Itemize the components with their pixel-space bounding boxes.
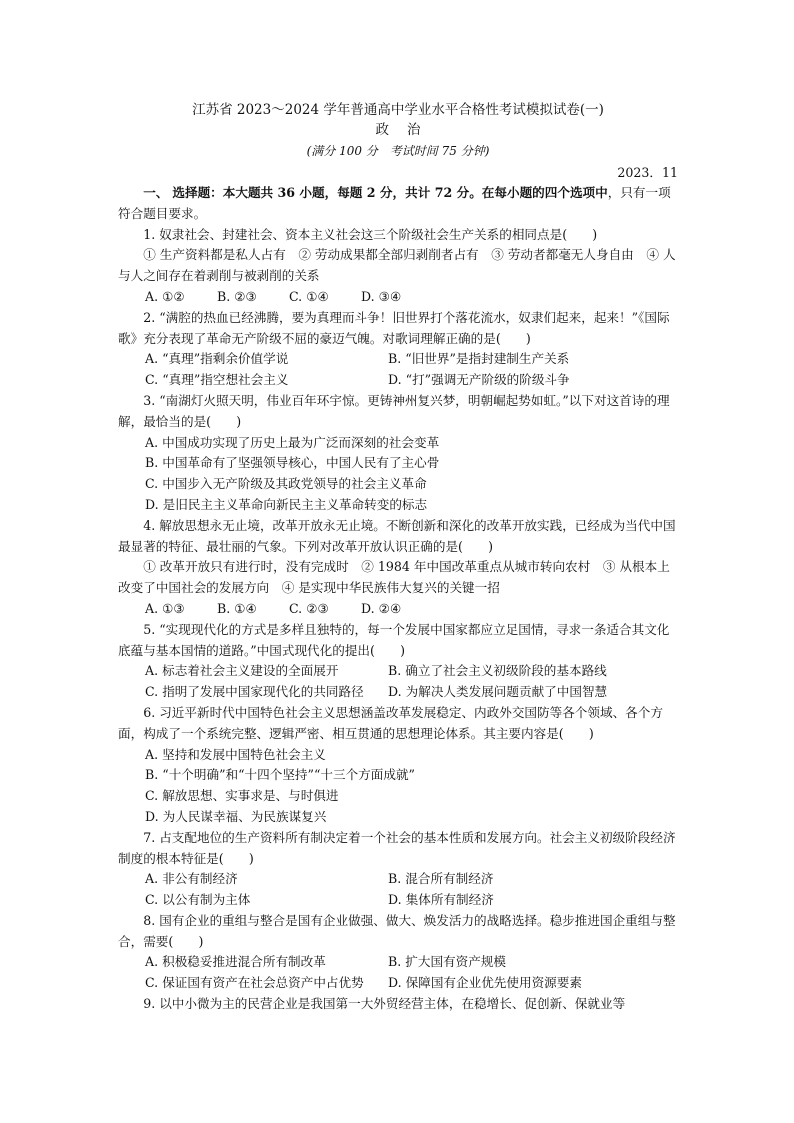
option-c[interactable]: C. 保证国有资产在社会总资产中占优势: [145, 975, 364, 991]
option-b[interactable]: B. “旧世界”是指封建制生产关系: [388, 351, 570, 367]
question-stem: 2. “满腔的热血已经沸腾，要为真理而斗争！旧世界打个落花流水，奴隶们起来，起来！”《国际歌》充分表现了革命无产阶级不屈的豪迈气魄。对歌词理解正确的是( ): [118, 309, 670, 346]
option-a[interactable]: A. 中国成功实现了历史上最为广泛而深刻的社会变革: [145, 434, 440, 450]
section-title: 选择题：本大题共 36 小题，每题 2 分，共计 72 分。在每小题的: [172, 185, 545, 200]
option-a[interactable]: A. ①②: [145, 288, 185, 304]
option-a[interactable]: A. ①③: [145, 600, 185, 616]
exam-date: 2023．11: [617, 165, 678, 180]
option-c[interactable]: C. ①④: [289, 288, 329, 304]
option-b[interactable]: B. “十个明确”和“十四个坚持”“十三个方面成就”: [145, 767, 415, 783]
question-list: [118, 225, 678, 1015]
option-row: [118, 869, 678, 890]
question-stem: 9. 以中小微为主的民营企业是我国第一大外贸经营主体，在稳增长、促创新、保就业等: [143, 996, 626, 1012]
question-4: [118, 516, 678, 620]
option-a[interactable]: A. 积极稳妥推进混合所有制改革: [145, 954, 326, 970]
option-a[interactable]: A. “真理”指剩余价值学说: [145, 351, 289, 367]
option-a[interactable]: A. 标志着社会主义建设的全面展开: [145, 663, 339, 679]
option-row: [118, 349, 678, 370]
option-d[interactable]: D. ②④: [361, 600, 402, 616]
option-b[interactable]: B. ①④: [217, 600, 257, 616]
option-d[interactable]: D. 集体所有制经济: [388, 892, 494, 908]
question-1: [118, 225, 678, 308]
subject-title: 政治: [375, 122, 439, 138]
section-heading: [118, 183, 678, 225]
option-row: [118, 433, 678, 454]
option-a[interactable]: A. 非公有制经济: [145, 871, 238, 887]
option-b[interactable]: B. 中国革命有了坚强领导核心，中国人民有了主心骨: [145, 455, 440, 471]
question-statements: ① 改革开放只有进行时，没有完成时 ② 1984 年中国改革重点从城市转向农村 ③ 从根本上改变了中国社会的发展方向 ④ 是实现中华民族伟大复兴的关键一招: [118, 559, 670, 596]
option-d[interactable]: D. 是旧民主主义革命向新民主主义革命转变的标志: [145, 496, 428, 512]
option-row: [118, 952, 678, 973]
question-7: [118, 828, 678, 911]
option-c[interactable]: C. 解放思想、实事求是、与时俱进: [145, 788, 339, 804]
option-row: [118, 973, 678, 994]
option-row: [118, 453, 678, 474]
option-b[interactable]: B. 混合所有制经济: [388, 871, 494, 887]
option-row: [118, 287, 678, 308]
option-row: [118, 890, 678, 911]
option-c[interactable]: C. ②③: [289, 600, 329, 616]
option-row: [118, 370, 678, 391]
option-d[interactable]: D. 为解决人类发展问题贡献了中国智慧: [388, 684, 608, 700]
option-b[interactable]: B. ②③: [217, 288, 257, 304]
question-8: [118, 911, 678, 994]
question-2: [118, 308, 678, 391]
option-row: [118, 786, 678, 807]
option-c[interactable]: C. 以公有制为主体: [145, 892, 251, 908]
question-stem: 6. 习近平新时代中国特色社会主义思想涵盖改革发展稳定、内政外交国防等各个领域、各个方面，构成了一个系统完整、逻辑严密、相互贯通的思想理论体系。其主要内容是( ): [118, 704, 663, 741]
section-rest: ，只有一项符合题目要求。: [118, 185, 671, 221]
question-stem: 4. 解放思想永无止境，改革开放永无止境。不断创新和深化的改革开放实践，已经成为当代中国最显著的特征、最壮丽的气象。下列对改革开放认识正确的是( ): [118, 517, 676, 554]
exam-meta: (满分 100 分 考试时间 75 分钟): [306, 144, 490, 158]
option-row: [118, 745, 678, 766]
option-c[interactable]: C. 中国步入无产阶级及其政党领导的社会主义革命: [145, 476, 427, 492]
question-3: [118, 391, 678, 516]
question-stem: 5. “实现现代化的方式是多样且独特的，每一个发展中国家都应立足国情，寻求一条适合其文化底蕴与基本国情的道路。”中国式现代化的提出( ): [118, 621, 670, 658]
option-d[interactable]: D. ③④: [361, 288, 402, 304]
option-d[interactable]: D. 保障国有企业优先使用资源要素: [388, 975, 582, 991]
option-row: [118, 474, 678, 495]
question-statements: ① 生产资料都是私人占有 ② 劳动成果都全部归剥削者占有 ③ 劳动者都毫无人身自由 ④ 人与人之间存在着剥削与被剥削的关系: [118, 247, 676, 284]
option-d[interactable]: D. “打”强调无产阶级的阶级斗争: [388, 372, 570, 388]
section-number: 一、: [143, 185, 169, 200]
option-d[interactable]: D. 为人民谋幸福、为民族谋复兴: [145, 808, 327, 824]
question-6: [118, 703, 678, 828]
option-row: [118, 682, 678, 703]
question-5: [118, 620, 678, 703]
question-stem: 1. 奴隶社会、封建社会、资本主义社会这三个阶级社会生产关系的相同点是( ): [143, 226, 598, 242]
question-stem: 8. 国有企业的重组与整合是国有企业做强、做大、焕发活力的战略选择。稳步推进国企重组与整合，需要( ): [118, 912, 676, 949]
question-stem: 7. 占支配地位的生产资料所有制决定着一个社会的基本性质和发展方向。社会主义初级阶段经济制度的根本特征是( ): [118, 829, 676, 866]
option-c[interactable]: C. 指明了发展中国家现代化的共同路径: [145, 684, 364, 700]
option-a[interactable]: A. 坚持和发展中国特色社会主义: [145, 746, 326, 762]
option-c[interactable]: C. “真理”指空想社会主义: [145, 372, 289, 388]
option-row: [118, 807, 678, 828]
option-row: [118, 765, 678, 786]
option-b[interactable]: B. 扩大国有资产规模: [388, 954, 507, 970]
section-emphasis: 四个选项中: [544, 185, 608, 200]
question-stem: 3. “南湖灯火照天明，伟业百年环宇惊。更铸神州复兴梦，明朝崛起势如虹。”以下对这首诗的理解，最恰当的是( ): [118, 392, 670, 429]
question-9: [118, 994, 678, 1015]
exam-title: 江苏省 2023～2024 学年普通高中学业水平合格性考试模拟试卷(一): [192, 102, 604, 118]
option-row: [118, 599, 678, 620]
option-row: [118, 495, 678, 516]
exam-page: [118, 100, 678, 1015]
option-row: [118, 661, 678, 682]
option-b[interactable]: B. 确立了社会主义初级阶段的基本路线: [388, 663, 607, 679]
